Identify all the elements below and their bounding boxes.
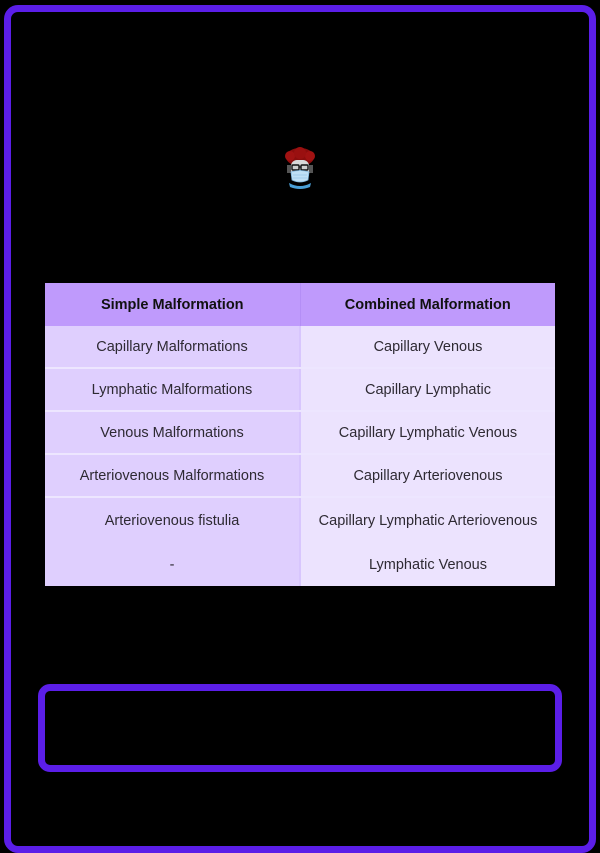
table-row xyxy=(45,411,555,454)
combined-cell: Capillary Lymphatic xyxy=(300,368,555,411)
combined-cell: Capillary Venous xyxy=(300,326,555,368)
column-header-simple: Simple Malformation xyxy=(45,283,300,326)
notice-box xyxy=(38,684,562,772)
table-row xyxy=(45,368,555,411)
column-header-combined: Combined Malformation xyxy=(300,283,555,326)
combined-cell: Lymphatic Venous xyxy=(300,543,555,586)
combined-cell: Capillary Arteriovenous xyxy=(300,454,555,497)
doctor-avatar-icon xyxy=(283,147,317,191)
table-header-row xyxy=(45,283,555,326)
simple-cell: Capillary Malformations xyxy=(45,326,300,368)
simple-cell: Arteriovenous Malformations xyxy=(45,454,300,497)
simple-cell: - xyxy=(45,543,300,586)
combined-cell: Capillary Lymphatic Venous xyxy=(300,411,555,454)
combined-cell: Capillary Lymphatic Arteriovenous xyxy=(300,497,555,543)
table-row xyxy=(45,454,555,497)
simple-cell: Venous Malformations xyxy=(45,411,300,454)
table-row xyxy=(45,497,555,543)
malformation-table xyxy=(45,283,555,586)
table-row xyxy=(45,326,555,368)
simple-cell: Arteriovenous fistulia xyxy=(45,497,300,543)
table-row xyxy=(45,543,555,586)
simple-cell: Lymphatic Malformations xyxy=(45,368,300,411)
